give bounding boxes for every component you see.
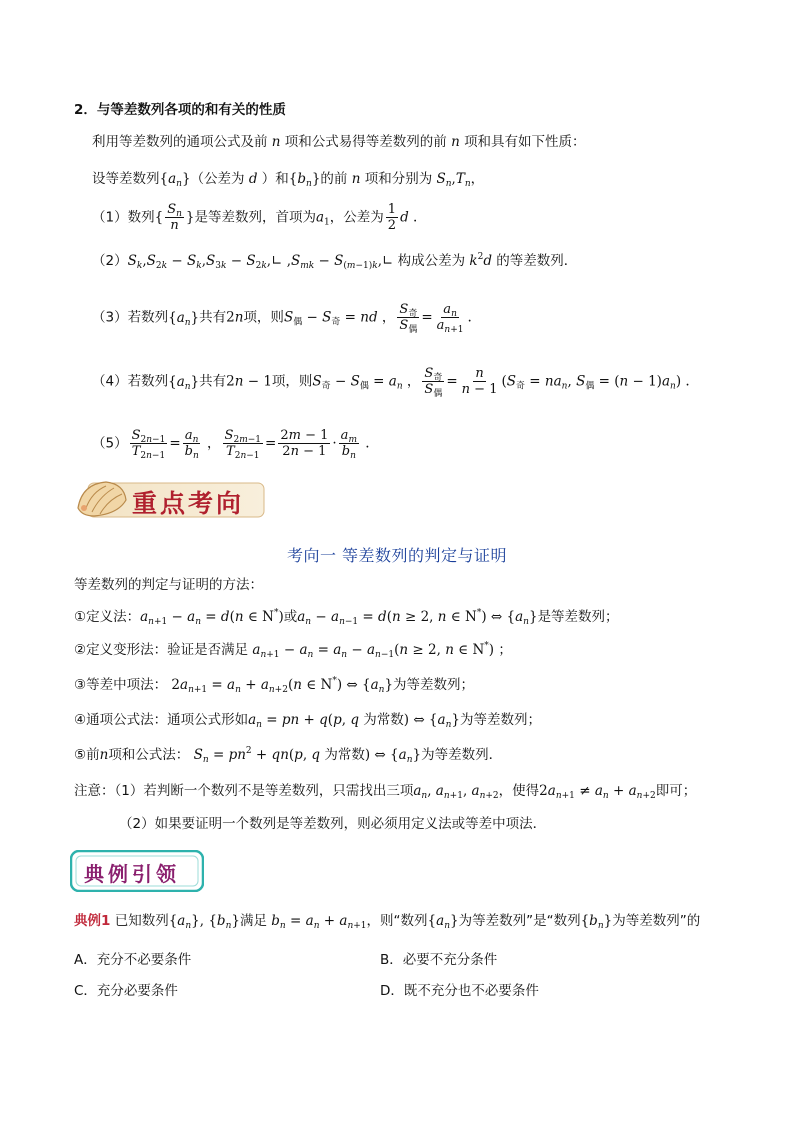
note-2: （2）如果要证明一个数列是等差数列，则必须用定义法或等差中项法． [119,816,547,832]
method-5: ⑤前n项和公式法： $S_n = pn^2 + qn(p$, q 为常数) ⇔ $\{a_n\}$为等差数列． [74,746,503,765]
option-d[interactable]: D．既不充分也不必要条件 [380,983,539,999]
method-3: ③等差中项法： $2a_{n+1} = a_n + a_{n+2}(n$ ∈ N*) ⇔ $\{a_n\}$为等差数列； [74,676,475,695]
section-intro: 利用等差数列的通项公式及前 n 项和公式易得等差数列的前 n 项和具有如下性质： [92,134,586,150]
method-2: ②定义变形法：验证是否满足 $a_{n+1} - a_n = a_n - a_{n-1}(n \ge 2$, n ∈ N*) ； [74,641,512,660]
topic-heading: 考向一 等差数列的判定与证明 [286,546,508,565]
property-3: （3）若数列$\{a_n\}$共有2n项，则$S_偶 - S_奇$ = nd ， $\frac{S_奇}{S_偶}$ = $\frac{a_n}{a_{n+1}}$ . [92,302,472,335]
example-1-question: 典例1 已知数列$\{a_n\}$, $\{b_n\}$满足 $b_n = a_n + a_{n+1}$，则“数列$\{a_n\}$为等差数列”是“数列$\{b_n\}$为等差数列”的 [74,913,701,931]
method-4: ④通项公式法：通项公式形如$a_n$ = pn + q(p, q 为常数) ⇔ $\{a_n\}$为等差数列； [74,712,541,730]
example-banner [70,850,204,892]
property-5: （5） $\frac{S_{2n-1}}{T_{2n-1}}$ = $\frac{a_n}{b_n}$ ， $\frac{S_{2m-1}}{T_{2n-1}}$ = $\frac{2m - 1}{2n - 1}$ · $\frac{a_m}{b_n}$ . [92,428,370,461]
banner-title: 重点考向 [132,489,245,518]
example-banner-title: 典例引领 [84,862,180,886]
shell-icon [74,478,130,520]
section-setup: 设等差数列$\{a_n\}$（公差为 d ）和$\{b_n\}$的前 n 项和分别为 $S_n,T_n$， [92,171,485,189]
example-label: 典例1 [74,913,111,929]
option-b[interactable]: B．必要不充分条件 [380,952,498,968]
property-4: （4）若数列$\{a_n\}$共有2n − 1项，则$S_奇 - S_偶 = a_n$ ， $\frac{S_奇}{S_偶}$ = $\frac{n}{n - 1}$ ($S_奇 = na_n$, $S_偶 = (n - 1)a_n$) . [92,366,690,399]
note-1: 注意：（1）若判断一个数列不是等差数列，只需找出三项$a_n$, $a_{n+1}$, $a_{n+2}$，使得$2a_{n+1} \ne a_n + a_{n+2}$即可； [74,783,697,801]
property-2: $(2)S_k,S_{2k} - S_k,S_{3k}$ − $S_{2k},∟$ $,S_{mk}$ − $S_{(m-1)k},∟$ 构成公差为 $k^2d$ 的等差数列． [92,252,578,271]
option-c[interactable]: C．充分必要条件 [74,983,178,999]
option-a[interactable]: A．充分不必要条件 [74,952,192,968]
section-title: 2．与等差数列各项的和有关的性质 [74,102,286,118]
method-1: ①定义法：$a_{n+1} - a_n = d(n$ ∈ N*)或$a_n - a_{n-1} = d(n \ge 2$, n ∈ N*) ⇔ $\{a_n\}$是等差数列； [74,608,619,627]
property-1: （1）数列{ $\frac{S_n}{n}$ }是等差数列，首项为$a_1$，公差为 $\frac{1}{2}$ d . [92,202,418,233]
topic-intro: 等差数列的判定与证明的方法： [74,577,263,593]
key-topics-banner [74,476,266,522]
